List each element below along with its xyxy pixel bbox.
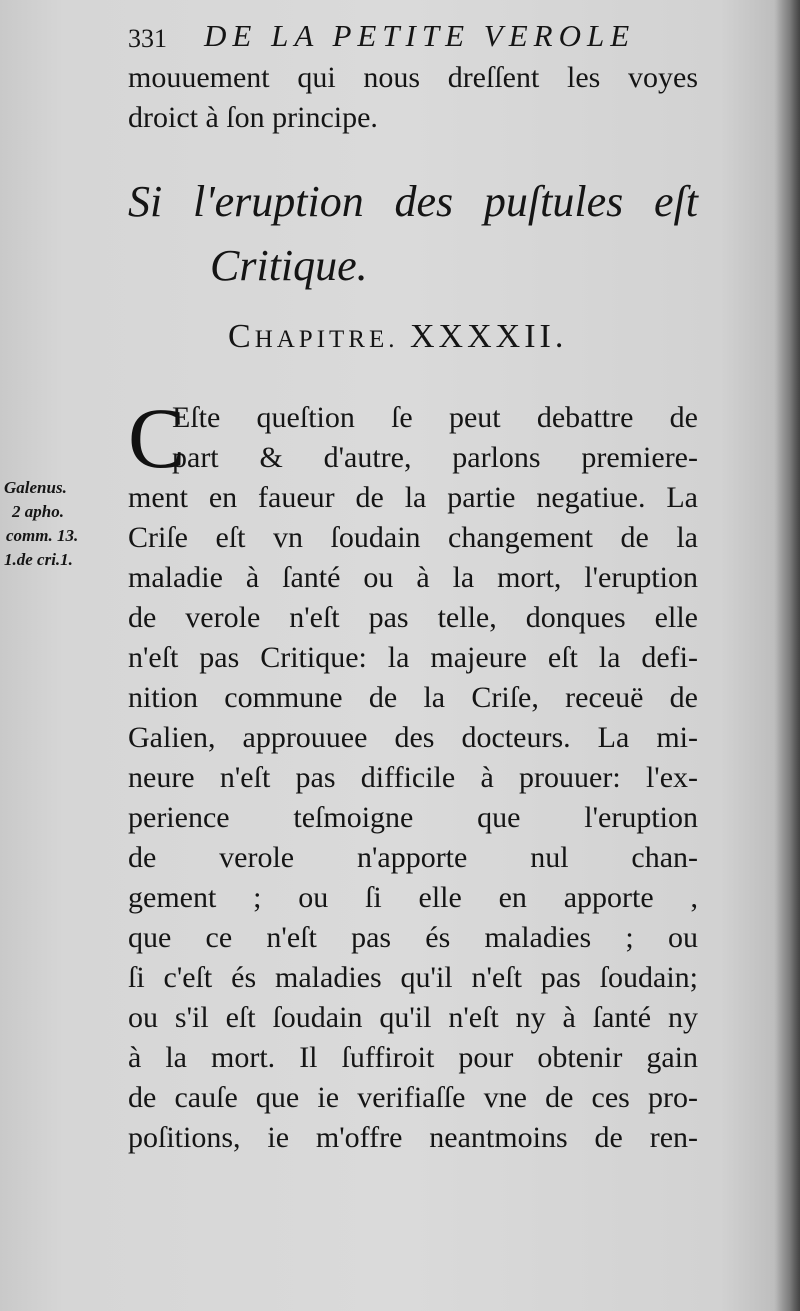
text-line: ou s'il eſt ſoudain qu'il n'eſt ny à ſanté ny xyxy=(128,1001,698,1034)
text-line: ſi c'eſt és maladies qu'il n'eſt pas ſoudain; xyxy=(128,961,698,994)
running-head xyxy=(128,18,688,58)
text-line: part & d'autre, parlons premiere- xyxy=(172,441,698,474)
margin-note-line: 2 apho. xyxy=(12,502,64,521)
margin-note-line: Galenus. xyxy=(4,478,67,497)
text-line: ment en faueur de la partie negatiue. La xyxy=(128,481,698,514)
heading-line: Critique. xyxy=(210,241,368,290)
text-line: Criſe eſt vn ſoudain changement de la xyxy=(128,521,698,554)
chapter-title xyxy=(228,318,628,356)
margin-note-line: 1.de cri.1. xyxy=(4,550,73,569)
text-line: n'eſt pas Critique: la majeure eſt la defi- xyxy=(128,641,698,674)
text-line: de verole n'apporte nul chan- xyxy=(128,841,698,874)
chapter-body xyxy=(128,390,698,1158)
drop-cap: C xyxy=(128,390,186,486)
text-line: à la mort. Il ſuffiroit pour obtenir gain xyxy=(128,1041,698,1074)
page-gutter-shadow xyxy=(774,0,800,1311)
page-number: 331 xyxy=(128,24,167,53)
text-line: neure n'eſt pas difficile à prouuer: l'ex- xyxy=(128,761,698,794)
running-title: DE LA PETITE VEROLE xyxy=(204,18,636,53)
text-line: perience teſmoigne que l'eruption xyxy=(128,801,698,834)
text-line: nition commune de la Criſe, receuë de xyxy=(128,681,698,714)
text-line: gement ; ou ſi elle en apporte , xyxy=(128,881,698,914)
text-line: de cauſe que ie verifiaſſe vne de ces pro- xyxy=(128,1081,698,1114)
chapter-initial: C xyxy=(228,318,255,355)
text-line: maladie à ſanté ou à la mort, l'eruption xyxy=(128,561,698,594)
section-heading xyxy=(128,170,698,298)
text-line: droict à ſon principe. xyxy=(128,101,378,134)
text-line: poſitions, ie m'offre neantmoins de ren- xyxy=(128,1121,698,1154)
chapter-number: XXXXII. xyxy=(410,318,568,355)
text-line: mouuement qui nous dreſſent les voyes xyxy=(128,61,698,94)
text-line: Eſte queſtion ſe peut debattre de xyxy=(172,401,698,434)
text-line: que ce n'eſt pas és maladies ; ou xyxy=(128,921,698,954)
margin-note-line: comm. 13. xyxy=(6,526,79,545)
heading-line: Si l'eruption des puſtules eſt xyxy=(128,177,698,226)
text-line: de verole n'eſt pas telle, donques elle xyxy=(128,601,698,634)
text-line: Galien, approuuee des docteurs. La mi- xyxy=(128,721,698,754)
margin-note xyxy=(4,476,124,572)
chapter-word: HAPITRE. xyxy=(254,326,399,353)
previous-paragraph-end xyxy=(128,58,698,138)
